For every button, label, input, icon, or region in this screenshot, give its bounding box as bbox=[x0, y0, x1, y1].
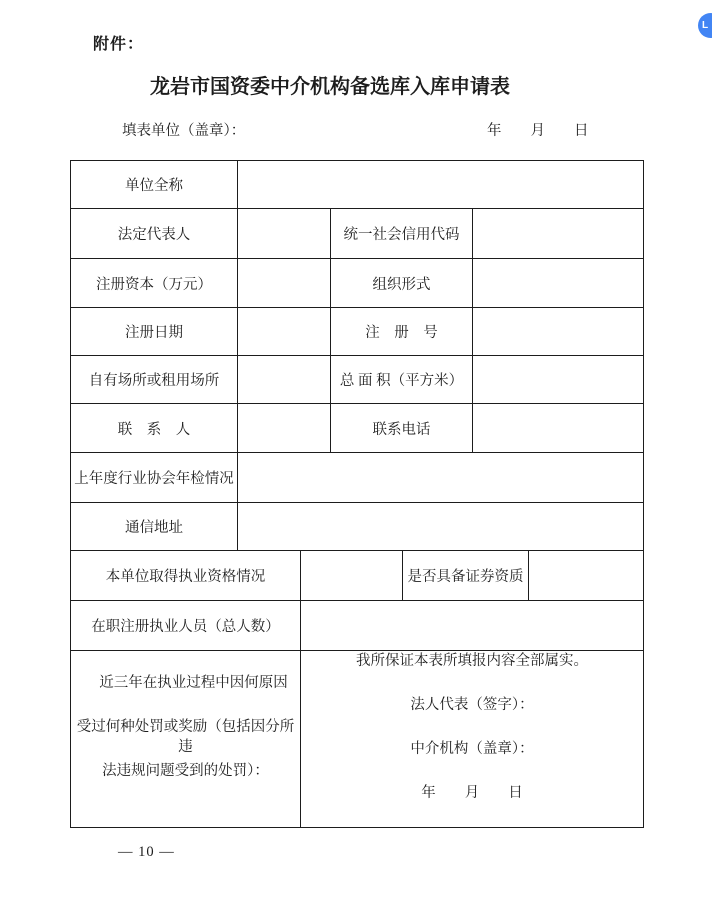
cell-mail-address-label: 通信地址 bbox=[71, 503, 238, 551]
cell-penalty-label bbox=[71, 651, 301, 828]
row-legal-rep bbox=[71, 209, 644, 259]
cell-mail-address-value bbox=[238, 503, 644, 551]
cell-registered-staff-label: 在职注册执业人员（总人数） bbox=[71, 601, 301, 651]
cell-registered-staff-value bbox=[301, 601, 644, 651]
row-reg-date bbox=[71, 308, 644, 356]
cell-securities-qual-value bbox=[529, 551, 644, 601]
cell-premises-value bbox=[238, 356, 331, 404]
row-reg-capital bbox=[71, 259, 644, 308]
cell-total-area-label: 总 面 积（平方米） bbox=[331, 356, 473, 404]
penalty-line-3: 法违规问题受到的处罚）： bbox=[102, 763, 269, 779]
cell-total-area-value bbox=[473, 356, 644, 404]
cell-reg-date-label: 注册日期 bbox=[71, 308, 238, 356]
cell-credit-code-label: 统一社会信用代码 bbox=[331, 209, 473, 259]
cell-legal-rep-value bbox=[238, 209, 331, 259]
header-date-label: 年 月 日 bbox=[487, 123, 589, 139]
penalty-line-2: 受过何种处罚或奖励（包括因分所违 bbox=[76, 719, 295, 755]
row-qualification bbox=[71, 551, 644, 601]
cell-qualification-value bbox=[301, 551, 403, 601]
row-mail-address bbox=[71, 503, 644, 551]
cell-reg-date-value bbox=[238, 308, 331, 356]
cell-org-form-label: 组织形式 bbox=[331, 259, 473, 308]
cell-credit-code-value bbox=[473, 209, 644, 259]
cell-legal-rep-label: 法定代表人 bbox=[71, 209, 238, 259]
application-form-table bbox=[70, 160, 644, 828]
cell-annual-check-label: 上年度行业协会年检情况 bbox=[71, 453, 238, 503]
cell-reg-no-value bbox=[473, 308, 644, 356]
cell-annual-check-value bbox=[238, 453, 644, 503]
row-annual-check bbox=[71, 453, 644, 503]
cell-contact-phone-label: 联系电话 bbox=[331, 404, 473, 453]
floating-button[interactable] bbox=[698, 13, 712, 38]
cell-reg-no-label: 注 册 号 bbox=[331, 308, 473, 356]
attachment-label: 附件： bbox=[93, 36, 145, 53]
page-title: 龙岩市国资委中介机构备选库入库申请表 bbox=[150, 76, 510, 98]
cell-premises-label: 自有场所或租用场所 bbox=[71, 356, 238, 404]
cell-contact-person-label: 联 系 人 bbox=[71, 404, 238, 453]
cell-contact-person-value bbox=[238, 404, 331, 453]
row-registered-staff bbox=[71, 601, 644, 651]
cell-securities-qual-label: 是否具备证券资质 bbox=[403, 551, 529, 601]
declaration-legal-rep-sign: 法人代表（签字）： bbox=[410, 697, 534, 713]
cell-unit-name-label: 单位全称 bbox=[71, 161, 238, 209]
cell-qualification-label: 本单位取得执业资格情况 bbox=[71, 551, 301, 601]
row-premises bbox=[71, 356, 644, 404]
cell-reg-capital-value bbox=[238, 259, 331, 308]
penalty-line-1: 近三年在执业过程中因何原因 bbox=[99, 675, 288, 691]
row-penalty-declaration bbox=[71, 651, 644, 828]
declaration-date: 年 月 日 bbox=[421, 785, 523, 801]
cell-org-form-value bbox=[473, 259, 644, 308]
cell-declaration bbox=[301, 651, 644, 828]
row-contact bbox=[71, 404, 644, 453]
row-unit-name bbox=[71, 161, 644, 209]
floating-button-icon: L bbox=[702, 20, 709, 31]
cell-contact-phone-value bbox=[473, 404, 644, 453]
cell-reg-capital-label: 注册资本（万元） bbox=[71, 259, 238, 308]
cell-unit-name-value bbox=[238, 161, 644, 209]
page-number: — 10 — bbox=[118, 844, 175, 860]
form-unit-label: 填表单位（盖章）： bbox=[122, 123, 246, 139]
declaration-agency-seal: 中介机构（盖章）： bbox=[410, 741, 534, 757]
declaration-statement: 我所保证本表所填报内容全部属实。 bbox=[356, 653, 589, 669]
